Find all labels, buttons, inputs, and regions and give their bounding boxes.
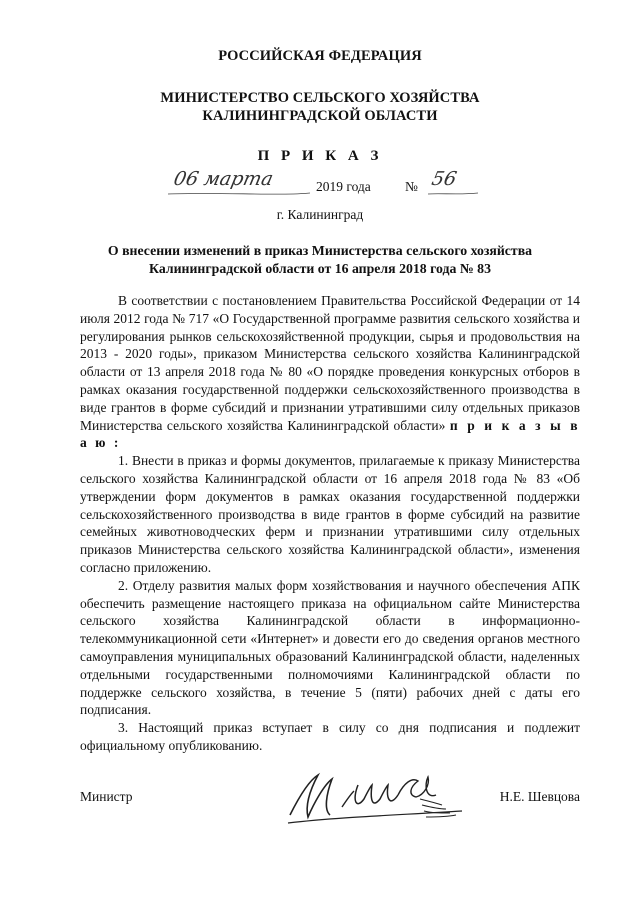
order-title-line2: Калининградской области от 16 апреля 2018 года № 83: [149, 261, 491, 276]
order-title-line1: О внесении изменений в приказ Министерства сельского хозяйства: [107, 243, 533, 258]
document-type-heading: П Р И К А З: [257, 148, 383, 164]
order-item-2: 2. Отделу развития малых форм хозяйствования и научного обеспечения АПК обеспечить размещение настоящего приказа на официальном сайте Министерства сельского хозяйства Калининградской области в информационно-телекоммуникационной сети «Интернет» и довести его до сведения органов местного самоуправления муниципальных образований Калининградской области, наделенных отдельными государственными полномочиями Калининградской области по поддержке сельского хозяйства, в течение 5 (пяти) рабочих дней с даты его подписания.: [80, 577, 580, 718]
handwritten-signature: [280, 755, 470, 830]
order-body: [80, 292, 580, 755]
ministry-heading-line1: МИНИСТЕРСТВО СЕЛЬСКОГО ХОЗЯЙСТВА: [160, 90, 480, 106]
country-heading: РОССИЙСКАЯ ФЕДЕРАЦИЯ: [218, 48, 422, 64]
order-word: п р и к а з ы в а ю :: [80, 417, 580, 451]
signatory-position: Министр: [80, 789, 133, 804]
preamble-paragraph: [80, 292, 580, 452]
preamble-text: В соответствии с постановлением Правительства Российской Федерации от 14 июля 2012 года № 717 «О Государственной программе развития сельского хозяйства и регулирования рынков сельскохозяйственной продукции, сырья и продовольствия на 2013 - 2020 годы», приказом Министерства сельского хозяйства Калининградской области от 13 апреля 2018 года № 80 «О порядке проведения конкурсных отборов в рамках оказания государственной поддержки сельскохозяйственного производства в виде грантов в форме субсидий и признании утратившими силу отдельных приказов Министерства сельского хозяйства Калининградской области»: [80, 293, 580, 433]
city: г. Калининград: [276, 207, 364, 222]
ministry-heading-line2: КАЛИНИНГРАДСКОЙ ОБЛАСТИ: [202, 108, 438, 124]
handwritten-number: 56: [429, 168, 459, 190]
order-item-1: 1. Внести в приказ и формы документов, прилагаемые к приказу Министерства сельского хозяйства Калининградской области от 16 апреля 2018 года № 83 «Об утверждении форм документов в рамках оказания государственной поддержки сельскохозяйственного производства в виде грантов в форме субсидий на развитие семейных животноводческих ферм и признании утратившими силу отдельных приказов Министерства сельского хозяйства Калининградской области», изменения согласно приложению.: [80, 453, 580, 575]
date-line: [160, 168, 490, 202]
order-title: [40, 242, 600, 278]
order-item-3: 3. Настоящий приказ вступает в силу со дня подписания и подлежит официальному опубликованию.: [80, 720, 580, 753]
date-year: 2019 года: [316, 179, 371, 194]
number-sign: №: [405, 179, 418, 194]
handwritten-date: 06 марта: [171, 168, 276, 190]
signatory-name: Н.Е. Шевцова: [499, 789, 580, 804]
